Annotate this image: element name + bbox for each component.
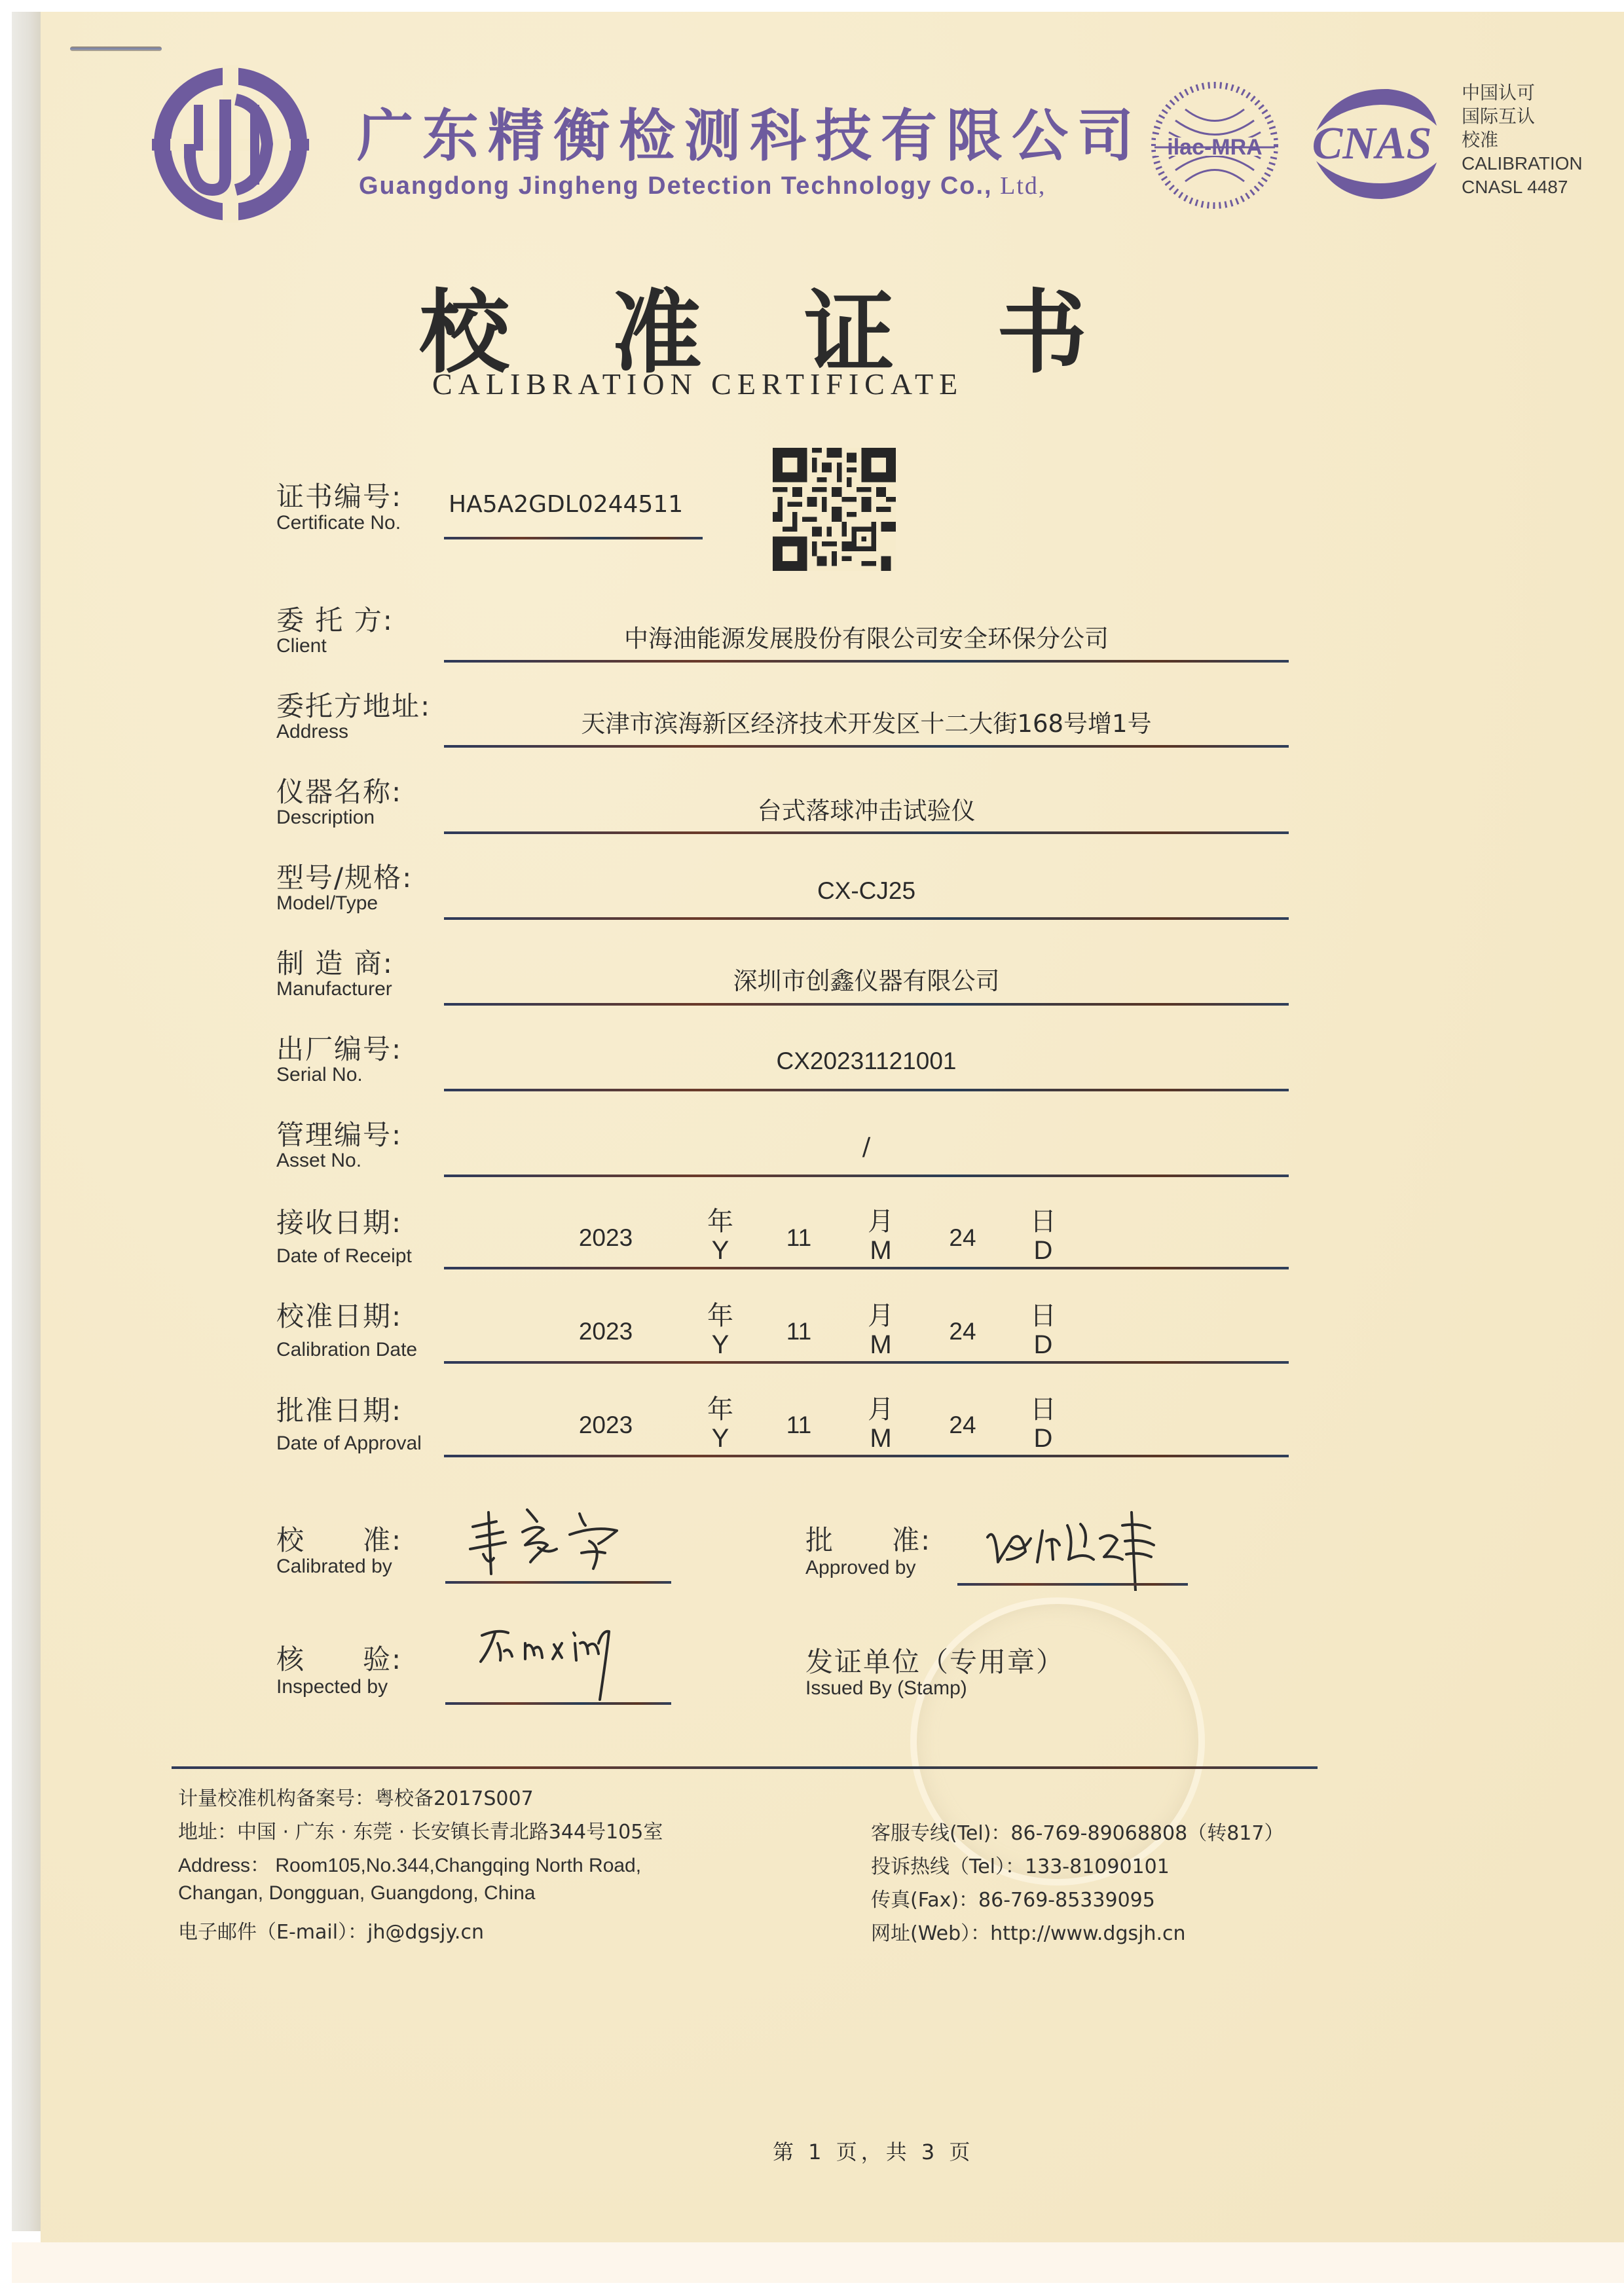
date-year: 2023 <box>578 1412 633 1438</box>
inspected-label-en: Inspected by <box>276 1676 388 1698</box>
accreditation-line-4: CALIBRATION <box>1462 153 1583 173</box>
title-char: 准 <box>611 279 702 386</box>
date-day: 24 <box>949 1412 976 1438</box>
field-label-en: Serial No. <box>276 1064 363 1085</box>
field-underline <box>444 831 1289 834</box>
day-unit-cn: 日 <box>1030 1207 1056 1236</box>
footer-rule <box>172 1766 1318 1769</box>
email: 电子邮件（E-mail）：jh@dgsjy.cn <box>178 1921 484 1944</box>
field-value: 天津市滨海新区经济技术开发区十二大街168号增1号 <box>581 710 1152 738</box>
month-unit-cn: 月 <box>868 1207 894 1236</box>
date-year: 2023 <box>578 1318 633 1345</box>
field-value: 中海油能源发展股份有限公司安全环保分公司 <box>624 625 1109 653</box>
field-label-cn: 管理编号: <box>276 1119 403 1151</box>
date-year: 2023 <box>578 1224 633 1251</box>
title-char: 书 <box>996 279 1087 386</box>
day-unit-en: D <box>1033 1330 1053 1359</box>
field-label-en: Model/Type <box>276 892 378 914</box>
fax: 传真(Fax)：86-769-85339095 <box>871 1889 1155 1912</box>
address-en-line-2: Changan, Dongguan, Guangdong, China <box>178 1882 536 1904</box>
certificate-no-underline <box>444 537 703 539</box>
date-month: 11 <box>786 1318 812 1345</box>
address-cn: 地址：中国 · 广东 · 东莞 · 长安镇长青北路344号105室 <box>178 1821 663 1844</box>
accreditation-line-1: 中国认可 <box>1462 82 1536 103</box>
year-unit-en: Y <box>711 1236 729 1265</box>
inspected-label-cn: 核 验: <box>276 1643 403 1675</box>
title-char: 证 <box>803 279 895 386</box>
date-month: 11 <box>786 1224 812 1251</box>
field-underline <box>444 1003 1289 1006</box>
year-unit-cn: 年 <box>707 1302 733 1330</box>
field-label-en: Asset No. <box>276 1150 362 1171</box>
certificate-no-label-en: Certificate No. <box>276 512 401 534</box>
scan-edge-strip <box>12 12 42 2231</box>
date-label-en: Date of Approval <box>276 1432 422 1454</box>
field-label-cn: 型号/规格: <box>276 862 413 894</box>
accreditation-block <box>1462 81 1583 199</box>
day-unit-cn: 日 <box>1030 1395 1056 1424</box>
month-unit-en: M <box>870 1330 892 1359</box>
field-label-en: Client <box>276 635 327 657</box>
svg-text:ilac-MRA: ilac-MRA <box>1167 135 1263 160</box>
field-value: 台式落球冲击试验仪 <box>757 797 976 825</box>
page-number: 第 1 页，共 3 页 <box>773 2140 974 2164</box>
field-label-en: Address <box>276 721 349 742</box>
field-label-cn: 委 托 方: <box>276 604 394 636</box>
calibrated-label-en: Calibrated by <box>276 1556 392 1577</box>
calibrated-signature <box>465 1506 635 1578</box>
tel-complaint: 投诉热线（Tel）：133-81090101 <box>871 1855 1170 1878</box>
tel-service: 客服专线(Tel)：86-769-89068808（转817） <box>871 1822 1284 1845</box>
staple <box>70 46 162 51</box>
approved-underline <box>957 1583 1188 1586</box>
field-underline <box>444 660 1289 663</box>
field-label-cn: 制 造 商: <box>276 947 394 979</box>
title-en: CALIBRATION CERTIFICATE <box>432 367 964 401</box>
field-underline <box>444 917 1289 920</box>
scan-bottom-margin <box>12 2242 1624 2283</box>
field-underline <box>444 1089 1289 1091</box>
date-month: 11 <box>786 1412 812 1438</box>
date-day: 24 <box>949 1318 976 1345</box>
approved-label-en: Approved by <box>805 1557 916 1578</box>
inspected-underline <box>445 1702 671 1705</box>
field-underline <box>444 745 1289 748</box>
day-unit-cn: 日 <box>1030 1302 1056 1330</box>
date-underline <box>444 1267 1289 1269</box>
address-en-line-1: Address： Room105,No.344,Changqing North Road, <box>178 1855 642 1876</box>
title-char: 校 <box>419 279 510 386</box>
field-value: 深圳市创鑫仪器有限公司 <box>733 967 1000 995</box>
field-value: CX-CJ25 <box>817 877 916 904</box>
date-label-cn: 校准日期: <box>276 1300 403 1332</box>
date-label-en: Calibration Date <box>276 1339 418 1360</box>
month-unit-en: M <box>870 1236 892 1265</box>
accreditation-line-3: 校准 <box>1462 129 1499 151</box>
svg-text:CNAS: CNAS <box>1312 118 1432 169</box>
year-unit-cn: 年 <box>707 1207 733 1236</box>
month-unit-en: M <box>870 1424 892 1453</box>
field-value: / <box>862 1133 871 1161</box>
field-label-cn: 出厂编号: <box>276 1033 403 1065</box>
calibrated-underline <box>445 1581 671 1584</box>
calibrated-label-cn: 校 准: <box>276 1524 403 1556</box>
date-label-cn: 批准日期: <box>276 1394 403 1427</box>
approved-label-cn: 批 准: <box>805 1524 932 1556</box>
field-value: CX20231121001 <box>776 1048 957 1074</box>
date-label-cn: 接收日期: <box>276 1207 403 1239</box>
issued-label-cn: 发证单位（专用章） <box>805 1646 1065 1678</box>
day-unit-en: D <box>1033 1236 1053 1265</box>
registration-number: 计量校准机构备案号：粤校备2017S007 <box>178 1787 534 1810</box>
inspected-signature <box>478 1624 642 1702</box>
accreditation-line-2: 国际互认 <box>1462 105 1536 127</box>
company-logo-icon <box>152 65 309 223</box>
website: 网址(Web）：http://www.dgsjh.cn <box>871 1922 1186 1945</box>
date-underline <box>444 1455 1289 1457</box>
cnas-logo-icon <box>1297 85 1447 202</box>
field-label-cn: 委托方地址: <box>276 690 432 722</box>
company-name-en <box>359 172 1046 200</box>
certificate-no-label-cn: 证书编号: <box>276 481 403 513</box>
month-unit-cn: 月 <box>868 1302 894 1330</box>
issued-label-en: Issued By (Stamp) <box>805 1677 967 1699</box>
ilac-mra-logo-icon <box>1149 80 1280 211</box>
day-unit-en: D <box>1033 1424 1053 1453</box>
approved-signature <box>982 1499 1172 1591</box>
company-name-cn: 广东精衡检测科技有限公司 <box>357 103 1143 169</box>
accreditation-line-5: CNASL 4487 <box>1462 177 1568 197</box>
month-unit-cn: 月 <box>868 1395 894 1424</box>
date-day: 24 <box>949 1224 976 1251</box>
year-unit-en: Y <box>711 1424 729 1453</box>
field-label-en: Description <box>276 807 375 828</box>
date-label-en: Date of Receipt <box>276 1245 412 1267</box>
company-name-en-suffix: Ltd, <box>992 172 1046 200</box>
date-underline <box>444 1361 1289 1364</box>
field-label-en: Manufacturer <box>276 978 392 1000</box>
field-underline <box>444 1175 1289 1177</box>
year-unit-cn: 年 <box>707 1395 733 1424</box>
qr-code-icon <box>773 444 896 575</box>
company-name-en-main: Guangdong Jingheng Detection Technology Co., <box>359 172 993 200</box>
year-unit-en: Y <box>711 1330 729 1359</box>
certificate-no-value: HA5A2GDL0244511 <box>449 491 684 518</box>
field-label-cn: 仪器名称: <box>276 776 403 808</box>
